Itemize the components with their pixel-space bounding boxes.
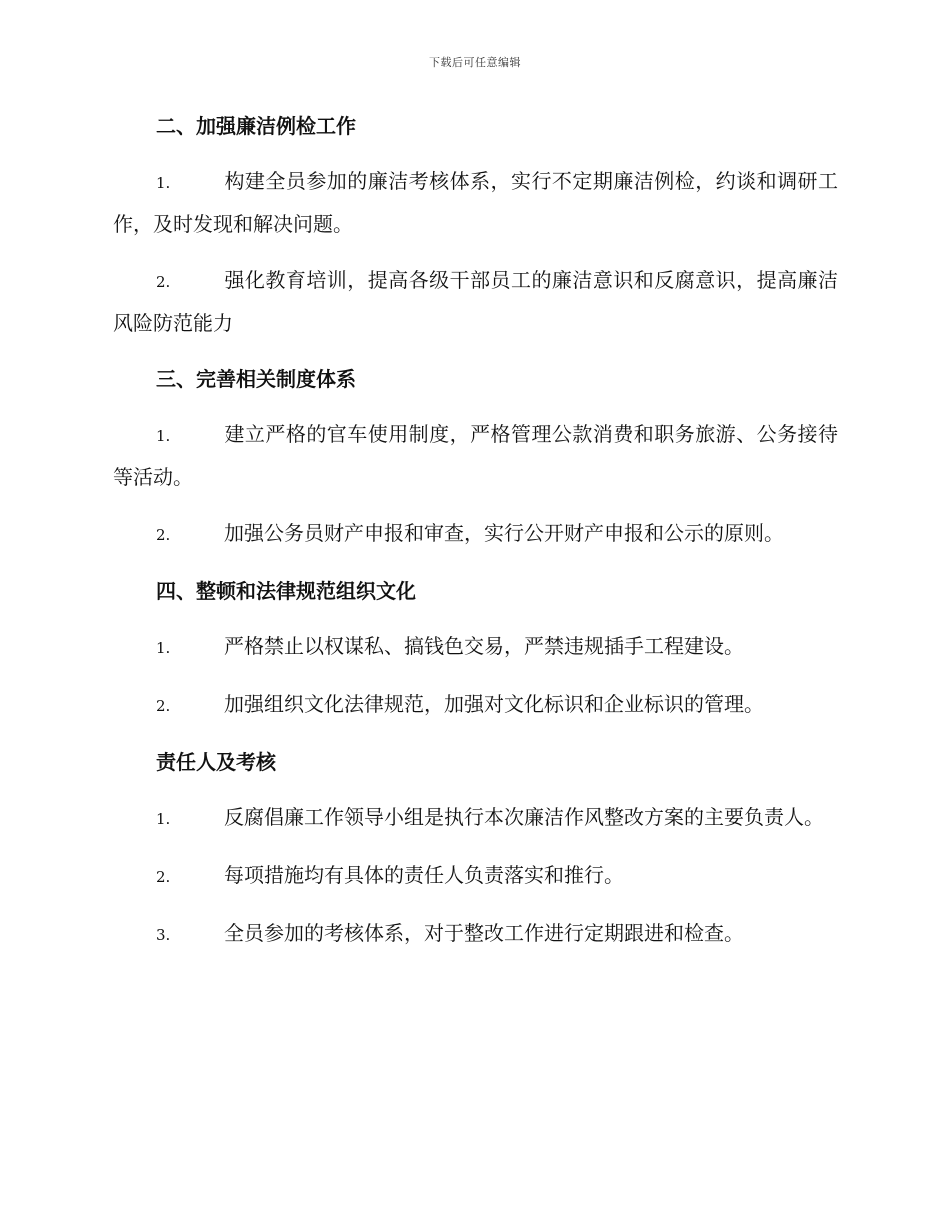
item-text: 反腐倡廉工作领导小组是执行本次廉洁作风整改方案的主要负责人。	[224, 805, 824, 829]
page-header: 下载后可任意编辑	[429, 56, 521, 69]
item-number: 3.	[156, 926, 171, 944]
item-text: 全员参加的考核体系，对于整改工作进行定期跟进和检查。	[224, 921, 744, 945]
item-number: 1.	[156, 427, 171, 445]
list-item	[113, 913, 838, 956]
item-number: 2.	[156, 273, 171, 291]
item-number: 1.	[156, 639, 171, 657]
document-body	[113, 106, 838, 971]
section-heading: 三、完善相关制度体系	[156, 367, 356, 391]
list-item	[113, 161, 838, 245]
list-item	[113, 414, 838, 498]
item-number: 1.	[156, 174, 171, 192]
item-text: 构建全员参加的廉洁考核体系，实行不定期廉洁例检，约谈和调研工作，及时发现和解决问题。	[113, 169, 838, 236]
list-item	[113, 855, 838, 898]
section-heading: 责任人及考核	[156, 750, 276, 774]
item-text: 建立严格的官车使用制度，严格管理公款消费和职务旅游、公务接待等活动。	[113, 422, 838, 489]
list-item	[113, 684, 838, 727]
item-text: 加强公务员财产申报和审查，实行公开财产申报和公示的原则。	[224, 521, 784, 545]
list-item	[113, 260, 838, 344]
list-item	[113, 797, 838, 840]
item-text: 强化教育培训，提高各级干部员工的廉洁意识和反腐意识，提高廉洁风险防范能力	[113, 268, 838, 335]
item-number: 1.	[156, 810, 171, 828]
item-text: 加强组织文化法律规范，加强对文化标识和企业标识的管理。	[224, 692, 764, 716]
section-heading: 二、加强廉洁例检工作	[156, 114, 356, 138]
item-text: 每项措施均有具体的责任人负责落实和推行。	[224, 863, 624, 887]
item-number: 2.	[156, 868, 171, 886]
item-number: 2.	[156, 526, 171, 544]
list-item	[113, 513, 838, 556]
section-heading: 四、整顿和法律规范组织文化	[156, 579, 416, 603]
list-item	[113, 626, 838, 669]
item-number: 2.	[156, 697, 171, 715]
item-text: 严格禁止以权谋私、搞钱色交易，严禁违规插手工程建设。	[224, 634, 744, 658]
